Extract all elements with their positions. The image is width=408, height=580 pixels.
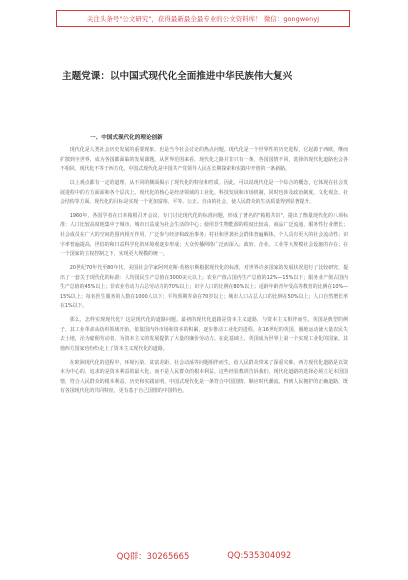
paragraph: 那么，怎样实现现代化？这是现代化的道路问题。最初的现代化道路是资本主义道路，与资本主义相伴而生。英国是典型的例子，其工业革命从纺织领域开始，依靠国内外市场和资本的积累，逐步推动工业化的进程。在16世纪的英国，圈地运动使大量农民失去土地，沦为雇佣劳动者，为资本主义的发展提供了大量的廉价劳动力。在此基础上，英国成为世界上第一个实现工业化的国家，其他西方国家也纷纷走上了资本主义现代化的道路。 (60, 317, 348, 352)
qq-group-contact: QQ群：30265665 (116, 551, 190, 561)
paragraph: 1960年，各国学者在日本箱根召开会议，专门讨论现代化的标准问题，形成了著名的"箱根共识"，提出了衡量现代化的八项标准：人口比较高度地集中于城市，城市日益成为社会生活的中心；使用非生物能源的程度比较高，商品广泛流通，服务性行业增长；社会成员在广大的空间范围内相互作用，广泛参与经济和政治事务；村社和世袭社会群体普遍解体，个人具有更大的社会流动性；识字率普遍提高，世俗的和日益科学化的环境观逐步形成；大众传播网络广泛而深入；政府、企业、工业等大规模社会设施的存在；在一个国家的主权控制之下，实现更大规模的统一。 (60, 212, 348, 258)
paragraph: 以上观点都有一定的道理，从不同的侧面揭示了现代化的特征和性质。因此，可以说现代化是一个综合的概念，它体现在社会发展进程中的方方面面和各个层次上。现代化的核心是经济领域的工业化、科技发展和市场机制，同时也涉及政治制度、文化观念、社会结构等方面。现代化的目标是实现一个更加富裕、平等、公正、自由的社会，使人民群众的生活质量得到显著提升。 (60, 179, 348, 206)
section-heading: 一、中国式现代化的理论创新 (90, 135, 163, 141)
document-title: 主题党课：以中国式现代化全面推进中华民族伟大复兴 (62, 71, 293, 82)
paragraph: 在欧洲现代化的进程中，环境污染、贫富差距、社会动荡等问题相伴而生，给人民群众带来了深重灾难。西方现代化道路是以资本为中心的，追求的是资本利益的最大化，而不是人民群众的根本利益。这些经验教训告诉我们，现代化道路的选择必须立足本国国情，符合人民群众的根本利益。历史和实践证明，中国式现代化是一条符合中国国情、顺应时代潮流、得到人民拥护的正确道路，既有各国现代化的共同特征，更有基于自己国情的中国特色。 (60, 359, 348, 395)
promo-banner (56, 10, 350, 27)
paragraph: 20世纪70年代至80年代，美国社会学家阿列克斯·英格尔斯根据现代化的标准，对世界许多国家的发展状况进行了比较研究，提出了一套关于现代化的标准：人均国民生产总值在3000美元以上；农业产值占国内生产总值的12%—15%以下；服务业产值占国内生产总值的45%以上；非农业劳动力占总劳动力的70%以上；识字人口的比例在80%以上；适龄年龄青年受高等教育的比例在10%—15%以上；每名医生服务的人数在1000人以下；平均预期寿命在70岁以上；城市人口占总人口的比例在50%以上；人口自然增长率在1%以下。 (60, 264, 349, 310)
qq-contact: QQ:535304092 (227, 550, 292, 560)
promo-banner-text: 关注头条号"公文研究"，获得最新最全最专业的公文资料库！ 微信：gongwenyj (86, 15, 320, 23)
paragraph: 现代化是人类社会历史发展的重要现象，也是当今社会讨论的热点问题。现代化是一个世界性的历史进程，它起源于西欧，继而扩散到全世界，成为各国都面临的发展课题。从世界范围来看，现代化之路并非只有一条，各国国情不同，选择的现代化道路也会各不相同。现代化不等于西方化，中国式现代化是中国共产党领导人民在长期探索和实践中开创的一条新路。 (60, 147, 348, 173)
document-body (60, 146, 348, 401)
footer-contact (0, 550, 408, 562)
